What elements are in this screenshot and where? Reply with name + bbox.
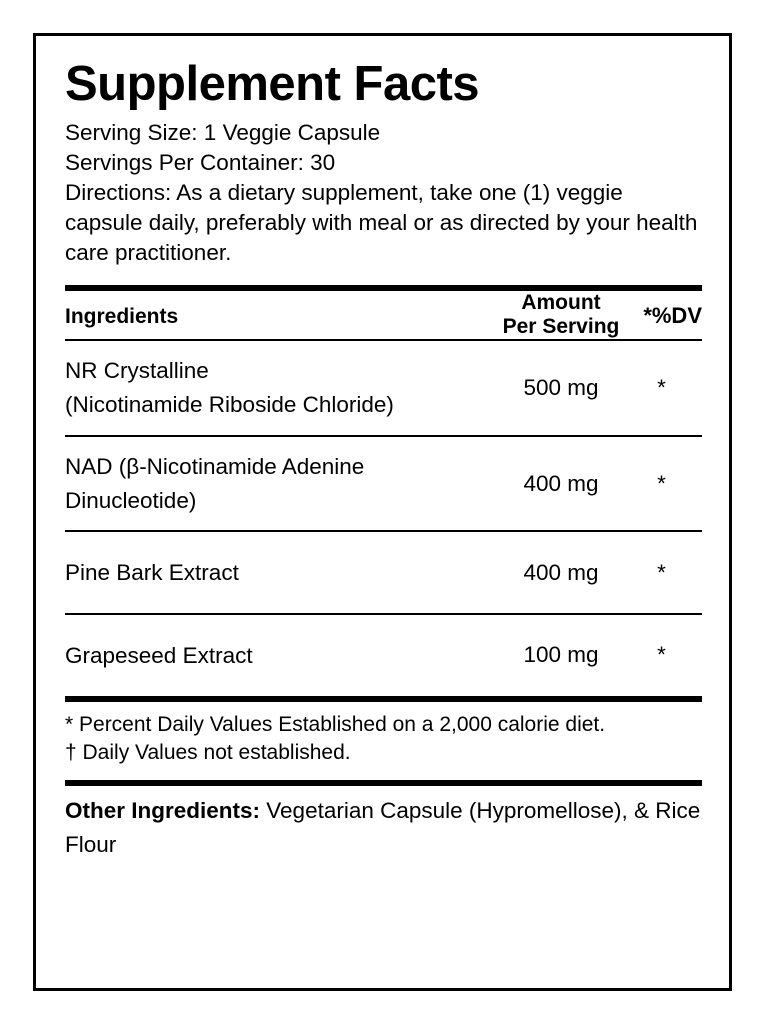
other-ingredients-value: Vegetarian Capsule (Hypromellose), & Rice Flour bbox=[65, 797, 701, 857]
other-ingredients bbox=[65, 786, 702, 862]
ingredient-name-line1: Pine Bark Extract bbox=[65, 560, 239, 586]
footnote-daily-value-percent: * Percent Daily Values Established on a 2,000 calorie diet. bbox=[65, 712, 606, 736]
supplement-facts-content bbox=[65, 59, 702, 861]
nutrition-table bbox=[65, 291, 702, 696]
ingredient-name-line2: (Nicotinamide Riboside Chloride) bbox=[65, 392, 394, 418]
ingredient-daily-value: * bbox=[657, 470, 666, 496]
ingredient-daily-value: * bbox=[657, 642, 666, 668]
column-header-amount-line1: Amount bbox=[521, 291, 601, 315]
ingredient-name-line2: Dinucleotide) bbox=[65, 487, 197, 513]
column-header-amount bbox=[495, 291, 627, 339]
column-header-daily-value: *%DV bbox=[643, 303, 702, 329]
ingredient-amount: 500 mg bbox=[523, 375, 599, 401]
ingredient-amount: 400 mg bbox=[523, 470, 599, 496]
column-header-ingredients: Ingredients bbox=[65, 305, 179, 329]
footnote-daily-value-not-established: † Daily Values not established. bbox=[65, 741, 351, 765]
ingredient-name-line1: NAD (β-Nicotinamide Adenine bbox=[65, 453, 365, 479]
ingredient-name bbox=[65, 615, 495, 696]
table-row bbox=[65, 615, 702, 696]
ingredient-daily-value: * bbox=[657, 375, 666, 401]
page-title: Supplement Facts bbox=[65, 57, 480, 111]
ingredient-name bbox=[65, 341, 495, 435]
servings-per-container-line: Servings Per Container: 30 bbox=[65, 150, 336, 176]
table-row bbox=[65, 437, 702, 531]
serving-size-line: Serving Size: 1 Veggie Capsule bbox=[65, 120, 381, 146]
ingredient-amount: 400 mg bbox=[523, 559, 599, 585]
table-row bbox=[65, 341, 702, 435]
ingredient-name bbox=[65, 437, 495, 531]
ingredient-name bbox=[65, 532, 495, 613]
table-row bbox=[65, 532, 702, 613]
directions-text: Directions: As a dietary supplement, take one (1) veggie capsule daily, preferably with meal or as directed by your health care practitioner. bbox=[65, 180, 698, 266]
ingredient-daily-value: * bbox=[657, 559, 666, 585]
ingredient-amount: 100 mg bbox=[523, 642, 599, 668]
other-ingredients-label: Other Ingredients: bbox=[65, 797, 261, 823]
supplement-facts-panel bbox=[33, 33, 732, 991]
ingredient-name-line1: NR Crystalline bbox=[65, 358, 209, 384]
column-header-amount-line2: Per Serving bbox=[502, 315, 620, 339]
footnotes bbox=[65, 702, 702, 768]
table-header-row bbox=[65, 291, 702, 339]
ingredient-name-line1: Grapeseed Extract bbox=[65, 643, 253, 669]
